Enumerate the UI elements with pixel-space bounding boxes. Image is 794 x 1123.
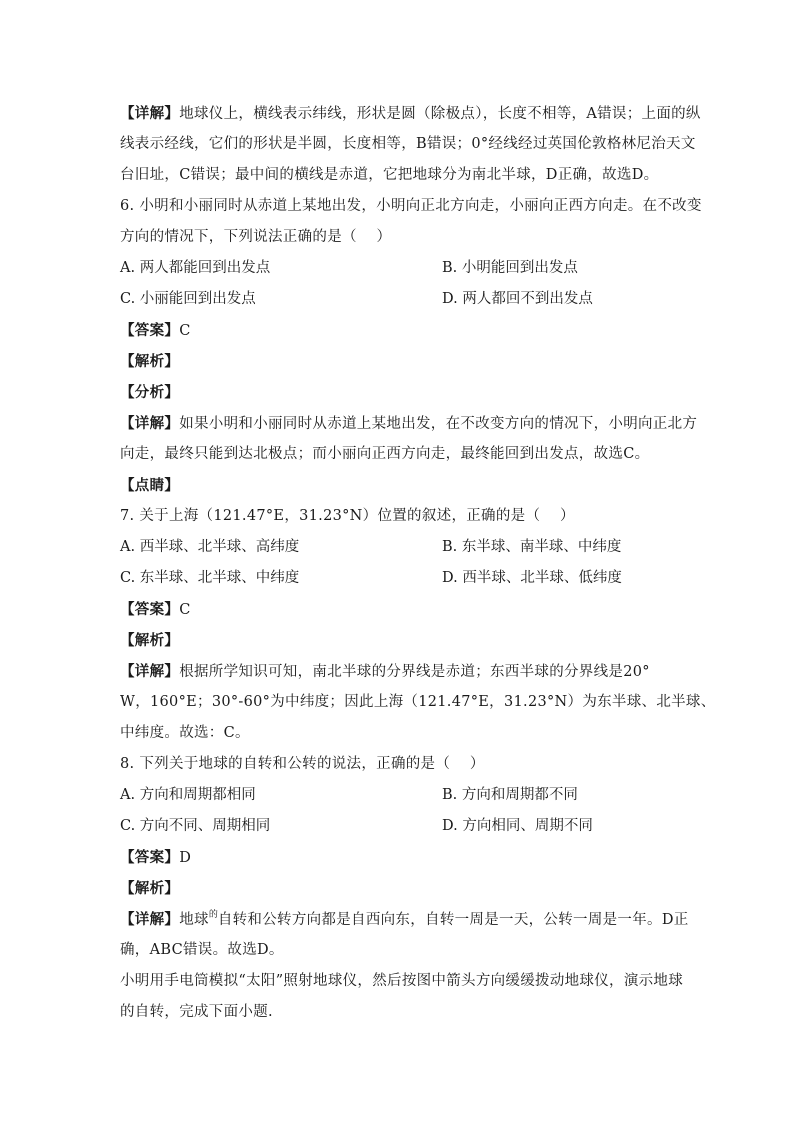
q6-options-row-1 — [120, 253, 680, 284]
q8-option-b: B. 方向和周期都不同 — [442, 787, 578, 803]
intro-line-2: 的自转，完成下面小题. — [120, 1004, 273, 1020]
q7-options-row-2 — [120, 563, 680, 594]
q6-detail-line-2: 向走，最终只能到达北极点；而小丽向正西方向走，最终能回到出发点，故选C。 — [120, 446, 650, 462]
q8-option-a: A. 方向和周期都相同 — [120, 787, 256, 803]
q6-option-d: D. 两人都回不到出发点 — [442, 291, 593, 307]
q6-detail-line-1: 【详解】如果小明和小丽同时从赤道上某地出发，在不改变方向的情况下，小明向正北方 — [120, 415, 698, 432]
q7-analysis-heading: 【解析】 — [120, 632, 180, 649]
q8-stem: 8. 下列关于地球的自转和公转的说法，正确的是（ ） — [120, 756, 485, 772]
q8-option-d: D. 方向相同、周期不同 — [442, 818, 593, 834]
q5-detail-line-3: 台旧址，C错误；最中间的横线是赤道，它把地球分为南北半球，D正确，故选D。 — [120, 167, 659, 183]
q6-analysis-heading: 【解析】 — [120, 353, 180, 370]
q7-option-d: D. 西半球、北半球、低纬度 — [442, 570, 622, 586]
q7-stem: 7. 关于上海（121.47°E，31.23°N）位置的叙述，正确的是（ ） — [120, 508, 575, 524]
q7-detail-line-2: W，160°E；30°-60°为中纬度；因此上海（121.47°E，31.23°N）为东半球、北半球、 — [120, 694, 716, 710]
detail-tag: 【详解】 — [120, 105, 180, 122]
q6-option-c: C. 小丽能回到出发点 — [120, 291, 256, 307]
intro-line-1: 小明用手电筒模拟“太阳”照射地球仪，然后按图中箭头方向缓缓拨动地球仪，演示地球 — [120, 973, 684, 989]
q6-option-b: B. 小明能回到出发点 — [442, 260, 578, 276]
q7-answer: 【答案】C — [120, 601, 191, 618]
q8-options-row-1 — [120, 780, 680, 811]
q7-option-a: A. 西半球、北半球、高纬度 — [120, 539, 300, 555]
q6-options-row-2 — [120, 284, 680, 315]
q8-options-row-2 — [120, 811, 680, 842]
q5-detail-line-2: 线表示经线，它们的形状是半圆，长度相等，B错误；0°经线经过英国伦敦格林尼治天文 — [120, 136, 696, 152]
q8-option-c: C. 方向不同、周期相同 — [120, 818, 271, 834]
q7-detail-line-1: 【详解】根据所学知识可知，南北半球的分界线是赤道；东西半球的分界线是20° — [120, 663, 650, 680]
q7-option-b: B. 东半球、南半球、中纬度 — [442, 539, 622, 555]
q6-fenxi-heading: 【分析】 — [120, 384, 180, 401]
q6-stem-line-1: 6. 小明和小丽同时从赤道上某地出发，小明向正北方向走，小丽向正西方向走。在不改变 — [120, 198, 702, 214]
q7-option-c: C. 东半球、北半球、中纬度 — [120, 570, 300, 586]
q6-stem-line-2: 方向的情况下，下列说法正确的是（ ） — [120, 229, 392, 245]
q8-detail-line-2: 确，ABC错误。故选D。 — [120, 942, 284, 958]
q7-options-row-1 — [120, 532, 680, 563]
q6-answer: 【答案】C — [120, 322, 191, 339]
q5-detail-line-1: 【详解】地球仪上，横线表示纬线，形状是圆（除极点），长度不相等，A错误；上面的纵 — [120, 105, 701, 122]
q6-dianjing-heading: 【点睛】 — [120, 477, 180, 494]
q8-answer: 【答案】D — [120, 849, 192, 866]
q8-analysis-heading: 【解析】 — [120, 880, 180, 897]
q8-detail-line-1: 【详解】地球$^的$自转和公转方向都是自西向东，自转一周是一天，公转一周是一年。D正 — [120, 910, 689, 928]
q7-detail-line-3: 中纬度。故选：C。 — [120, 725, 250, 741]
document-page — [120, 98, 716, 1028]
q6-option-a: A. 两人都能回到出发点 — [120, 260, 271, 276]
